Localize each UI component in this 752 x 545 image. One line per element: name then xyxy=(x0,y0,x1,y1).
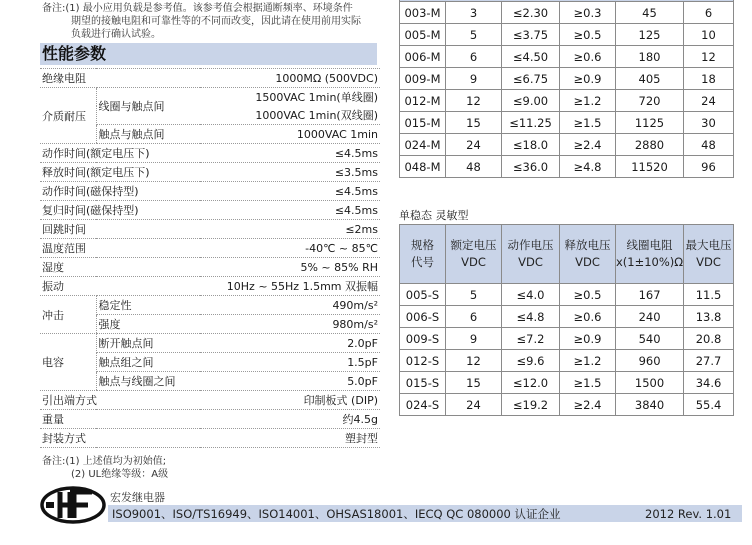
table-cell: ≤7.2 xyxy=(502,328,560,350)
table-row xyxy=(400,2,734,24)
column-header-line: VDC xyxy=(518,255,543,269)
spec-row xyxy=(40,258,380,277)
table-cell: ≤18.0 xyxy=(502,134,560,156)
column-header-line: VDC xyxy=(575,255,600,269)
table-cell: 720 xyxy=(616,90,684,112)
spec-row xyxy=(40,410,380,429)
table-cell: 55.4 xyxy=(684,394,734,416)
table-cell: 012-M xyxy=(400,90,446,112)
table-cell: ≥2.4 xyxy=(560,134,616,156)
table-cell: ≤2.30 xyxy=(502,2,560,24)
spec-value: ≤3.5ms xyxy=(200,163,380,182)
table-cell: 45 xyxy=(616,2,684,24)
table-cell: 006-S xyxy=(400,306,446,328)
spec-label: 电容 xyxy=(40,334,96,391)
table-row xyxy=(400,90,734,112)
top-note xyxy=(42,2,382,41)
table-cell: ≥0.6 xyxy=(560,46,616,68)
spec-value: 1000VAC 1min(双线圈) xyxy=(200,106,380,125)
table-cell: ≥1.2 xyxy=(560,90,616,112)
column-header xyxy=(684,225,734,284)
column-header-line: 最大电压 xyxy=(685,238,732,252)
spec-label: 振动 xyxy=(40,277,200,296)
column-header-line: 动作电压 xyxy=(507,238,554,252)
table-cell: ≥0.3 xyxy=(560,2,616,24)
spec-sublabel: 线圈与触点间 xyxy=(96,88,200,125)
spec-value: 印制板式 (DIP) xyxy=(200,391,380,410)
table-cell: ≤36.0 xyxy=(502,156,560,178)
bottom-note xyxy=(42,455,168,481)
table-cell: 12 xyxy=(684,46,734,68)
table-cell: ≥1.5 xyxy=(560,372,616,394)
spec-label: 动作时间(磁保持型) xyxy=(40,182,200,201)
spec-sublabel: 稳定性 xyxy=(96,296,200,315)
table-cell: ≥0.6 xyxy=(560,306,616,328)
table-cell: 48 xyxy=(684,134,734,156)
table-cell: 24 xyxy=(446,394,502,416)
table-cell: 012-S xyxy=(400,350,446,372)
table-cell: ≤4.0 xyxy=(502,284,560,306)
table-cell: 6 xyxy=(446,46,502,68)
spec-row xyxy=(40,239,380,258)
column-header xyxy=(502,225,560,284)
table-cell: 96 xyxy=(684,156,734,178)
table-cell: ≥4.8 xyxy=(560,156,616,178)
table-cell: 1125 xyxy=(616,112,684,134)
spec-value: 1500VAC 1min(单线圈) xyxy=(200,88,380,107)
spec-value: 5% ~ 85% RH xyxy=(200,258,380,277)
spec-value: ≤4.5ms xyxy=(200,144,380,163)
spec-row xyxy=(40,296,380,315)
bottom-note-label: 备注: xyxy=(42,456,66,467)
table-row xyxy=(400,284,734,306)
spec-value: 1000MΩ (500VDC) xyxy=(200,69,380,88)
table-cell: 180 xyxy=(616,46,684,68)
spec-label: 湿度 xyxy=(40,258,200,277)
spec-value: 塑封型 xyxy=(200,429,380,448)
spec-row xyxy=(40,69,380,88)
column-header-line: 线圈电阻 xyxy=(626,238,673,252)
table-cell: 20.8 xyxy=(684,328,734,350)
spec-row xyxy=(40,334,380,353)
spec-label: 重量 xyxy=(40,410,200,429)
spec-value: 980m/s² xyxy=(200,315,380,334)
spec-label: 复归时间(磁保持型) xyxy=(40,201,200,220)
table-header-row xyxy=(400,225,734,284)
table-cell: ≥2.4 xyxy=(560,394,616,416)
table-cell: 11520 xyxy=(616,156,684,178)
spec-row xyxy=(40,220,380,239)
performance-spec-table xyxy=(40,68,380,448)
table-cell: 6 xyxy=(446,306,502,328)
table-cell: ≤19.2 xyxy=(502,394,560,416)
top-note-line2: 期望的接触电阻和可靠性等的不同而改变，因此请在使用前用实际 xyxy=(71,16,361,27)
table-cell: 10 xyxy=(684,24,734,46)
table-cell: 2880 xyxy=(616,134,684,156)
latching-coil-table xyxy=(399,0,734,178)
table-cell: 18 xyxy=(684,68,734,90)
spec-label: 回跳时间 xyxy=(40,220,200,239)
table-cell: 009-M xyxy=(400,68,446,90)
sensitive-coil-table xyxy=(399,224,734,416)
table-row xyxy=(400,134,734,156)
spec-value: ≤2ms xyxy=(200,220,380,239)
table-cell: 024-S xyxy=(400,394,446,416)
table-cell: 125 xyxy=(616,24,684,46)
table-cell: ≤4.8 xyxy=(502,306,560,328)
spec-value: 约4.5g xyxy=(200,410,380,429)
table-row xyxy=(400,24,734,46)
table-cell: 27.7 xyxy=(684,350,734,372)
table-row xyxy=(400,328,734,350)
table-row xyxy=(400,46,734,68)
table-cell: 015-M xyxy=(400,112,446,134)
table-cell: ≤3.75 xyxy=(502,24,560,46)
spec-sublabel: 强度 xyxy=(96,315,200,334)
column-header-line: 代号 xyxy=(411,255,434,269)
table-cell: 006-M xyxy=(400,46,446,68)
table-cell: 15 xyxy=(446,112,502,134)
column-header-line: 额定电压 xyxy=(450,238,497,252)
column-header xyxy=(400,225,446,284)
table-cell: ≤11.25 xyxy=(502,112,560,134)
certifications: ISO9001、ISO/TS16949、ISO14001、OHSAS18001、IECQ QC 080000 认证企业 xyxy=(112,507,561,521)
table-row xyxy=(400,372,734,394)
table-cell: 960 xyxy=(616,350,684,372)
spec-label: 封装方式 xyxy=(40,429,200,448)
spec-row xyxy=(40,277,380,296)
table-cell: 24 xyxy=(684,90,734,112)
table-cell: ≥0.9 xyxy=(560,328,616,350)
revision: 2012 Rev. 1.01 xyxy=(645,507,732,521)
spec-value: 490m/s² xyxy=(200,296,380,315)
top-note-line1: (1) 最小应用负载是参考值。该参考值会根据通断频率、环境条件 xyxy=(65,3,353,14)
table-cell: ≥1.2 xyxy=(560,350,616,372)
spec-label: 动作时间(额定电压下) xyxy=(40,144,200,163)
column-header-line: x(1±10%)Ω xyxy=(616,255,684,269)
spec-value: 10Hz ~ 55Hz 1.5mm 双振幅 xyxy=(200,277,380,296)
table-cell: ≤9.00 xyxy=(502,90,560,112)
sensitive-monostable-title: 单稳态 灵敏型 xyxy=(399,209,469,222)
spec-value: ≤4.5ms xyxy=(200,201,380,220)
spec-row xyxy=(40,391,380,410)
table-cell: ≥0.5 xyxy=(560,24,616,46)
table-cell: 240 xyxy=(616,306,684,328)
spec-sublabel: 触点组之间 xyxy=(96,353,200,372)
spec-value: -40℃ ~ 85℃ xyxy=(200,239,380,258)
table-cell: 15 xyxy=(446,372,502,394)
spec-value: 1.5pF xyxy=(200,353,380,372)
column-header-line: VDC xyxy=(696,255,721,269)
table-cell: 30 xyxy=(684,112,734,134)
spec-label: 绝缘电阻 xyxy=(40,69,200,88)
spec-row xyxy=(40,201,380,220)
table-cell: 12 xyxy=(446,350,502,372)
table-cell: ≤9.6 xyxy=(502,350,560,372)
spec-row xyxy=(40,182,380,201)
spec-label: 冲击 xyxy=(40,296,96,334)
spec-label: 介质耐压 xyxy=(40,88,96,144)
table-cell: 12 xyxy=(446,90,502,112)
spec-row xyxy=(40,163,380,182)
spec-value: ≤4.5ms xyxy=(200,182,380,201)
table-cell: 167 xyxy=(616,284,684,306)
table-cell: ≤6.75 xyxy=(502,68,560,90)
company-name: 宏发继电器 xyxy=(110,491,165,504)
table-cell: 005-M xyxy=(400,24,446,46)
table-row xyxy=(400,350,734,372)
table-cell: ≥1.5 xyxy=(560,112,616,134)
table-cell: 048-M xyxy=(400,156,446,178)
spec-label: 释放时间(额定电压下) xyxy=(40,163,200,182)
table-cell: 13.8 xyxy=(684,306,734,328)
table-cell: 405 xyxy=(616,68,684,90)
spec-value: 1000VAC 1min xyxy=(200,125,380,144)
table-row xyxy=(400,394,734,416)
spec-label: 温度范围 xyxy=(40,239,200,258)
spec-sublabel: 触点与线圈之间 xyxy=(96,372,200,391)
table-cell: 005-S xyxy=(400,284,446,306)
spec-value: 2.0pF xyxy=(200,334,380,353)
spec-row xyxy=(40,429,380,448)
table-cell: 009-S xyxy=(400,328,446,350)
column-header xyxy=(446,225,502,284)
column-header-line: 释放电压 xyxy=(564,238,611,252)
table-cell: 9 xyxy=(446,328,502,350)
table-row xyxy=(400,156,734,178)
table-cell: 5 xyxy=(446,24,502,46)
column-header-line: 规格 xyxy=(411,238,434,252)
table-row xyxy=(400,306,734,328)
table-cell: 24 xyxy=(446,134,502,156)
spec-label: 引出端方式 xyxy=(40,391,200,410)
table-cell: 003-M xyxy=(400,2,446,24)
table-row xyxy=(400,112,734,134)
table-cell: 540 xyxy=(616,328,684,350)
top-note-label: 备注: xyxy=(42,3,66,14)
table-cell: ≤4.50 xyxy=(502,46,560,68)
hongfa-logo-icon xyxy=(40,486,106,524)
table-cell: 6 xyxy=(684,2,734,24)
table-cell: 34.6 xyxy=(684,372,734,394)
spec-sublabel: 断开触点间 xyxy=(96,334,200,353)
table-cell: ≤12.0 xyxy=(502,372,560,394)
table-cell: 5 xyxy=(446,284,502,306)
spec-row xyxy=(40,88,380,107)
spec-value: 5.0pF xyxy=(200,372,380,391)
table-row xyxy=(400,68,734,90)
table-cell: ≥0.5 xyxy=(560,284,616,306)
spec-row xyxy=(40,144,380,163)
column-header-line: VDC xyxy=(461,255,486,269)
column-header xyxy=(560,225,616,284)
spec-sublabel: 触点与触点间 xyxy=(96,125,200,144)
table-cell: 11.5 xyxy=(684,284,734,306)
bottom-note-line1: (1) 上述值均为初始值; xyxy=(65,456,167,467)
table-cell: 015-S xyxy=(400,372,446,394)
table-cell: 9 xyxy=(446,68,502,90)
table-cell: 3 xyxy=(446,2,502,24)
table-cell: 48 xyxy=(446,156,502,178)
table-cell: ≥0.9 xyxy=(560,68,616,90)
section-title: 性能参数 xyxy=(40,43,377,65)
top-note-line3: 负载进行确认试验。 xyxy=(71,29,161,40)
table-cell: 024-M xyxy=(400,134,446,156)
table-cell: 3840 xyxy=(616,394,684,416)
column-header xyxy=(616,225,684,284)
table-cell: 1500 xyxy=(616,372,684,394)
bottom-note-line2: (2) UL绝缘等级：A级 xyxy=(71,469,169,480)
